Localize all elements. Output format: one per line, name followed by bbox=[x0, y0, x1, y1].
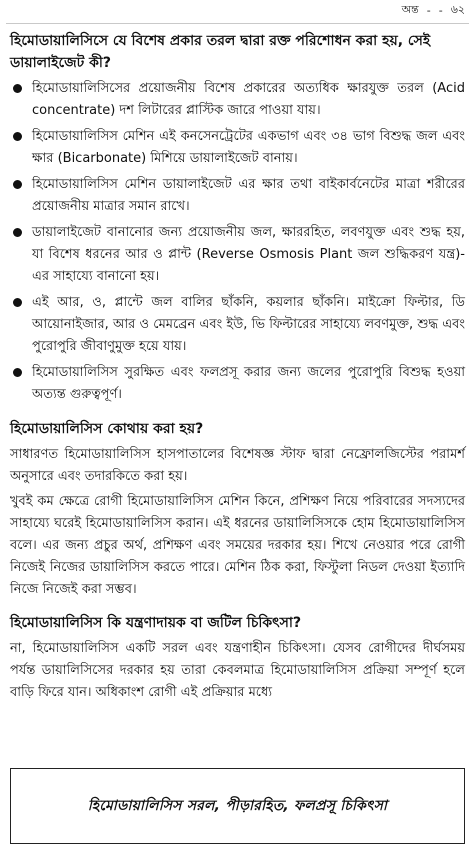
section-spacer bbox=[10, 410, 465, 418]
list-item-text: হিমোডায়ালিসিস মেশিন ডায়ালাইজেট এর ক্ষার তথা বাইকার্বনেটের মাত্রা শরীরের প্রয়োজনীয় মাত্রার সমান রাখে। bbox=[32, 177, 465, 214]
bullet-icon bbox=[13, 368, 22, 377]
highlight-box bbox=[10, 768, 465, 844]
list-item bbox=[10, 126, 465, 170]
header-dash: - bbox=[438, 3, 443, 17]
dialysate-bullet-list bbox=[10, 78, 465, 406]
list-item bbox=[10, 292, 465, 358]
question-where: হিমোডায়ালিসিস কোথায় করা হয়? bbox=[10, 421, 204, 437]
page-body bbox=[10, 30, 465, 707]
answer-paragraph: খুবই কম ক্ষেত্রে রোগী হিমোডায়ালিসিস মেশিন কিনে, প্রশিক্ষণ নিয়ে পরিবারের সদস্যদের সাহায্যে ঘরেই হিমোডায়ালিসিস করান। এই ধরনের ডায়ালিসিসকে হোম হিমোডায়ালিসিস বলে। এর জন্য প্রচুর অর্থ, প্রশিক্ষণ এবং সময়ের দরকার হয়। শিখে নেওয়ার পরে রোগী নিজেই নিজের ডায়ালিসিস করতে পারে। মেশিন ঠিক করা, ফিস্টুলা নিডল দেওয়া ইত্যাদি নিজে নিজেই করা সম্ভব। bbox=[10, 494, 465, 597]
header-divider bbox=[6, 23, 469, 24]
header-dash: - bbox=[426, 3, 431, 17]
bullet-icon bbox=[13, 228, 22, 237]
list-item bbox=[10, 362, 465, 406]
question-dialysate: হিমোডায়ালিসিসে যে বিশেষ প্রকার তরল দ্বারা রক্ত পরিশোধন করা হয়, সেই ডায়ালাইজেট কী? bbox=[10, 33, 431, 71]
question-painful: হিমোডায়ালিসিস কি যন্ত্রণাদায়ক বা জটিল চিকিৎসা? bbox=[10, 615, 302, 631]
running-header bbox=[402, 0, 465, 20]
page-number: ৬২ bbox=[450, 2, 465, 16]
answer-paragraph: না, হিমোডায়ালিসিস একটি সরল এবং যন্ত্রণাহীন চিকিৎসা। যেসব রোগীদের দীর্ঘসময় পর্যন্ত ডায়ালিসিসের দরকার হয় তারা কেবলমাত্র হিমোডায়ালিসিস প্রক্রিয়া সম্পূর্ণ হলে বাড়ি ফিরে যান। অধিকাংশ রোগী এই প্রক্রিয়ার মধ্যে bbox=[10, 641, 465, 700]
list-item bbox=[10, 174, 465, 218]
list-item bbox=[10, 222, 465, 288]
list-item-text: হিমোডায়ালিসিস মেশিন এই কনসেনট্রেটের একভাগ এবং ৩৪ ভাগ বিশুদ্ধ জল এবং ক্ষার (Bicarbonate) মিশিয়ে ডায়ালাইজেট বানায়। bbox=[32, 129, 465, 166]
header-mark: অন্ত bbox=[401, 2, 419, 16]
list-item-text: এই আর, ও, প্লান্টে জল বালির ছাঁকনি, কয়লার ছাঁকনি। মাইক্রো ফিল্টার, ডি আয়োনাইজার, আর ও মেমব্রেন এবং ইউ, ভি ফিল্টারের সাহায্যে লবণমুক্ত, শুদ্ধ এবং পুরোপুরি জীবাণুমুক্ত হয়ে যায়। bbox=[32, 295, 465, 354]
section-spacer bbox=[10, 604, 465, 612]
bullet-icon bbox=[13, 132, 22, 141]
list-item-text: হিমোডায়ালিসিস সুরক্ষিত এবং ফলপ্রসূ করার জন্য জলের পুরোপুরি বিশুদ্ধ হওয়া অত্যন্ত গুরুত্বপূর্ণ। bbox=[32, 365, 465, 402]
list-item-text: হিমোডায়ালিসিসের প্রয়োজনীয় বিশেষ প্রকারের অত্যধিক ক্ষারযুক্ত তরল (Acid concentrate) দশ লিটারের প্লাস্টিক জারে পাওয়া যায়। bbox=[32, 81, 465, 118]
list-item bbox=[10, 78, 465, 122]
bullet-icon bbox=[13, 180, 22, 189]
bullet-icon bbox=[13, 298, 22, 307]
answer-paragraph: সাধারণত হিমোডায়ালিসিস হাসপাতালের বিশেষজ্ঞ স্টাফ দ্বারা নেফ্রোলজিস্টের পরামর্শ অনুসারে এবং তদারকিতে করা হয়। bbox=[10, 447, 465, 484]
bullet-icon bbox=[13, 84, 22, 93]
highlight-text: হিমোডায়ালিসিস সরল, পীড়ারহিত, ফলপ্রসূ চিকিৎসা bbox=[87, 798, 388, 814]
list-item-text: ডায়ালাইজেট বানানোর জন্য প্রয়োজনীয় জল, ক্ষাররহিত, লবণযুক্ত এবং শুদ্ধ হয়, যা বিশেষ ধরনের আর ও প্লান্ট (Reverse Osmosis Plant জল শুদ্ধিকরণ যন্ত্র)-এর সাহায্যে বানানো হয়। bbox=[32, 225, 465, 284]
